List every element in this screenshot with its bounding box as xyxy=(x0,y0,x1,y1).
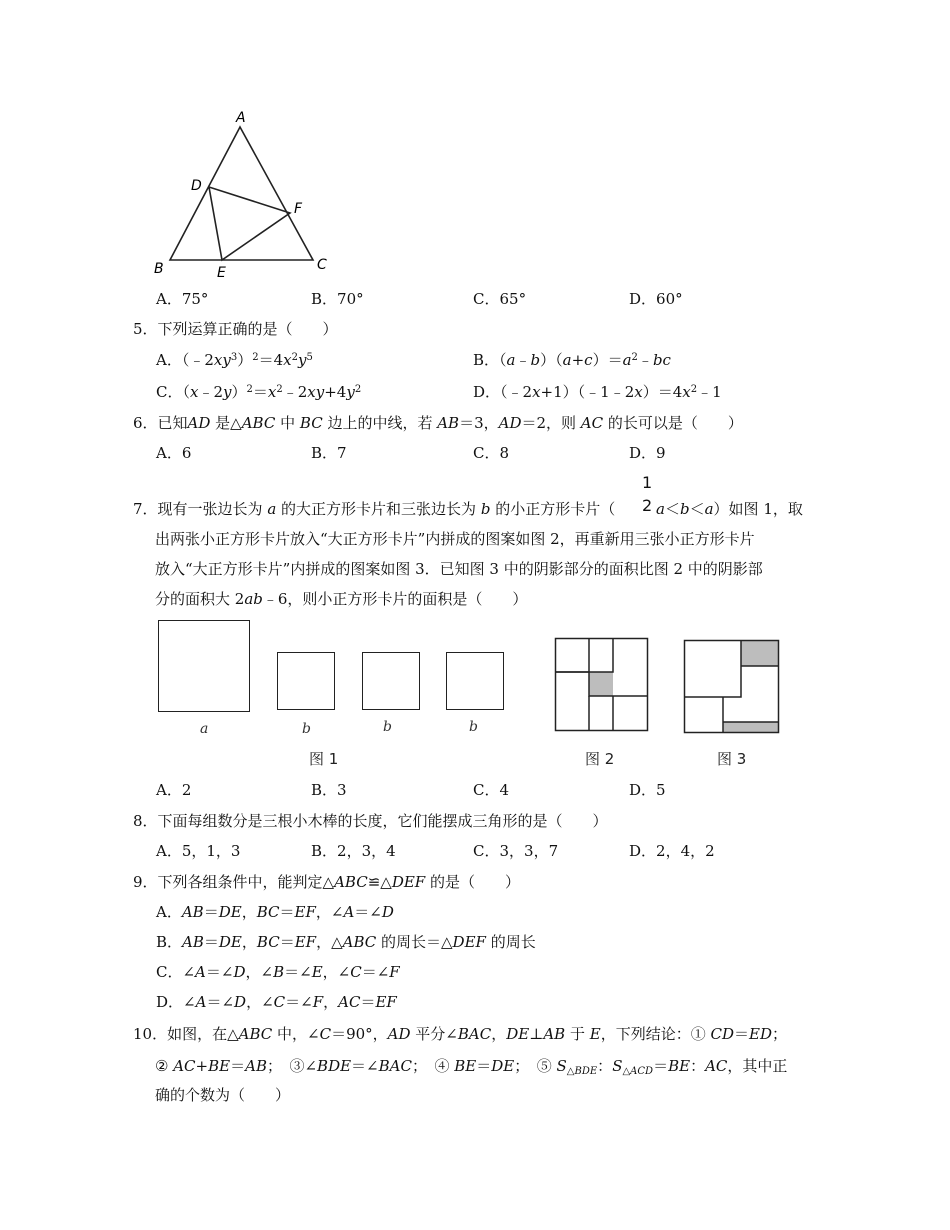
q6-option-c[interactable]: C．8 xyxy=(473,444,510,462)
caption-fig2: 图 2 xyxy=(585,750,615,768)
q5-option-b[interactable]: B．$(a﹣b)(a+c)=a^2﹣bc$ xyxy=(473,351,671,369)
q7-option-a[interactable]: A．2 xyxy=(156,781,192,799)
q6-option-b[interactable]: B．7 xyxy=(311,444,347,462)
q6-number: 6．已知 xyxy=(133,414,188,432)
vertex-d: D xyxy=(191,178,202,194)
q10-line1: 10．如图，在△ABC 中，∠C＝90°，AD 平分∠BAC，DE⊥AB 于 E，下列结论：① CD＝ED； xyxy=(133,1025,787,1043)
q7-line3: 放入“大正方形卡片”内拼成的图案如图 3．已知图 3 中的阴影部分的面积比图 2 中的阴影部 xyxy=(155,560,763,578)
q5-option-a[interactable]: A．$(﹣2xy^3)^2=4x^2y^5$ xyxy=(156,351,313,369)
q4-option-c[interactable]: C．65° xyxy=(473,290,527,308)
q10-line2: ② AC+BE＝AB； ③∠BDE＝∠BAC； ④ BE＝DE； ⑤ $S_{\triangle BDE}$：$S_{\triangle ACD}=BE$：AC，其中正 xyxy=(155,1057,788,1077)
q9-option-c[interactable]: C．∠A＝∠D，∠B＝∠E，∠C＝∠F xyxy=(156,963,400,981)
option-prefix: D． xyxy=(473,383,501,401)
triangle-def xyxy=(209,187,290,260)
q9-option-b[interactable]: B．AB＝DE，BC＝EF，△ABC 的周长＝△DEF 的周长 xyxy=(156,933,536,951)
vertex-e: E xyxy=(217,265,226,281)
option-prefix: B． xyxy=(473,351,500,369)
label-b1: b xyxy=(302,721,311,737)
vertex-a: A xyxy=(236,110,246,126)
q8-option-b[interactable]: B．2，3，4 xyxy=(311,842,396,860)
q7-option-d[interactable]: D．5 xyxy=(629,781,666,799)
q10-line3: 确的个数为（ ） xyxy=(155,1086,291,1104)
q7-line1: 7．现有一张边长为 a 的大正方形卡片和三张边长为 b 的小正方形卡片（ xyxy=(133,500,616,518)
small-square-b3 xyxy=(446,652,504,710)
q4-option-a[interactable]: A．75° xyxy=(156,290,209,308)
triangle-figure xyxy=(150,105,350,285)
q7-line4: 分的面积大 2ab﹣6，则小正方形卡片的面积是（ ） xyxy=(155,590,528,608)
q4-option-b[interactable]: B．70° xyxy=(311,290,364,308)
vertex-b: B xyxy=(154,261,164,277)
q8-option-d[interactable]: D．2，4，2 xyxy=(629,842,715,860)
q9-stem: 9．下列各组条件中，能判定△ABC≌△DEF 的是（ ） xyxy=(133,873,520,891)
q6-option-d[interactable]: D．9 xyxy=(629,444,666,462)
small-square-b1 xyxy=(277,652,335,710)
vertex-f: F xyxy=(294,201,303,217)
q5-option-c[interactable]: C．$(x﹣2y)^2=x^2﹣2xy+4y^2$ xyxy=(156,383,362,401)
big-square-a xyxy=(158,620,250,712)
q4-option-d[interactable]: D．60° xyxy=(629,290,683,308)
option-prefix: A． xyxy=(156,351,182,369)
option-prefix: C． xyxy=(156,383,183,401)
q5-stem: 5．下列运算正确的是（ ） xyxy=(133,320,338,338)
q8-option-a[interactable]: A．5，1，3 xyxy=(156,842,241,860)
figure-2 xyxy=(554,637,650,733)
q8-option-c[interactable]: C．3，3，7 xyxy=(473,842,559,860)
q6-option-a[interactable]: A．6 xyxy=(156,444,192,462)
q7-fraction-numerator: 1 xyxy=(642,473,653,492)
q8-stem: 8．下面每组数分是三根小木棒的长度，它们能摆成三角形的是（ ） xyxy=(133,812,608,830)
figure-3 xyxy=(683,639,781,735)
label-b2: b xyxy=(383,719,392,735)
caption-fig1: 图 1 xyxy=(309,750,339,768)
q9-option-a[interactable]: A．AB＝DE，BC＝EF，∠A＝∠D xyxy=(156,903,394,921)
q7-option-b[interactable]: B．3 xyxy=(311,781,347,799)
q6-stem: 6．已知AD 是△ABC 中 BC 边上的中线，若 AB＝3，AD＝2，则 AC 的长可以是（ ） xyxy=(133,414,743,432)
q7-line1-end: a＜b＜a）如图 1，取 xyxy=(656,500,803,518)
q7-line2: 出两张小正方形卡片放入“大正方形卡片”内拼成的图案如图 2，再重新用三张小正方形卡片 xyxy=(155,530,755,548)
q7-option-c[interactable]: C．4 xyxy=(473,781,510,799)
label-a: a xyxy=(200,721,209,737)
small-square-b2 xyxy=(362,652,420,710)
q7-fraction-denominator: 2 xyxy=(642,496,653,515)
label-b3: b xyxy=(469,719,478,735)
q5-option-d[interactable]: D．$(﹣2x+1)(﹣1﹣2x)=4x^2﹣1$ xyxy=(473,383,722,401)
vertex-c: C xyxy=(317,257,327,273)
q9-option-d[interactable]: D．∠A＝∠D，∠C＝∠F，AC＝EF xyxy=(156,993,397,1011)
caption-fig3: 图 3 xyxy=(717,750,747,768)
